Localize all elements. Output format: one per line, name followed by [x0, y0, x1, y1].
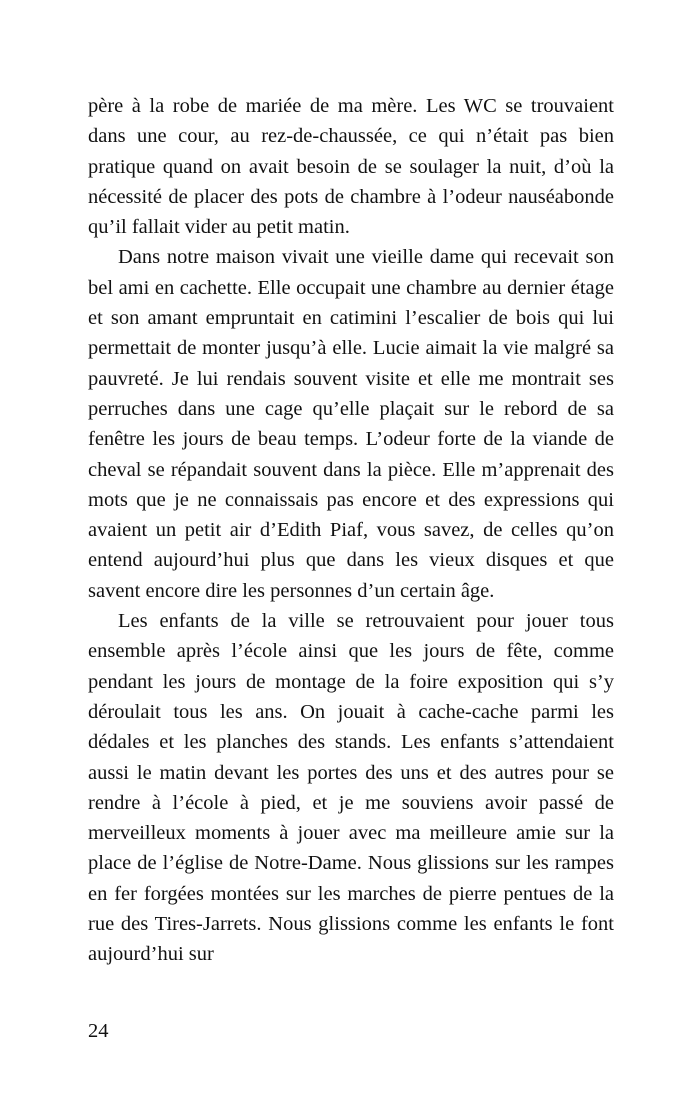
page-body — [88, 91, 614, 970]
paragraph-lucie: Dans notre maison vivait une vieille dame qui recevait son bel ami en cachette. Elle occupait une chambre au dernier étage et son amant empruntait en catimini l’escalier de bois qui lui permettait de monter jusqu’à elle. Lucie aimait la vie malgré sa pauvreté. Je lui rendais souvent visite et elle me montrait ses perruches dans une cage qu’elle plaçait sur le rebord de sa fenêtre les jours de beau temps. L’odeur forte de la viande de cheval se répandait souvent dans la pièce. Elle m’apprenait des mots que je ne connaissais pas encore et des expressions qui avaient un petit air d’Edith Piaf, vous savez, de celles qu’on entend aujourd’hui plus que dans les vieux disques et que savent encore dire les personnes d’un certain âge. — [88, 246, 614, 602]
paragraph-continuation: père à la robe de mariée de ma mère. Les WC se trouvaient dans une cour, au rez-de-chaussée, ce qui n’était pas bien pratique quand on avait besoin de se soulager la nuit, d’où la nécessité de placer des pots de chambre à l’odeur nauséabonde qu’il fallait vider au petit matin. — [88, 95, 614, 239]
paragraph-enfants: Les enfants de la ville se retrouvaient pour jouer tous ensemble après l’école ainsi que les jours de fête, comme pendant les jours de montage de la foire exposition qui s’y déroulait tous les ans. On jouait à cache-cache parmi les dédales et les planches des stands. Les enfants s’attendaient aussi le matin devant les portes des uns et des autres pour se rendre à l’école à pied, et je me souviens avoir passé de merveilleux moments à jouer avec ma meilleure amie sur la place de l’église de Notre-Dame. Nous glissions sur les rampes en fer forgées montées sur les marches de pierre pentues de la rue des Tires-Jarrets. Nous glissions comme les enfants le font aujourd’hui sur — [88, 610, 614, 966]
page-number: 24 — [88, 1020, 109, 1042]
